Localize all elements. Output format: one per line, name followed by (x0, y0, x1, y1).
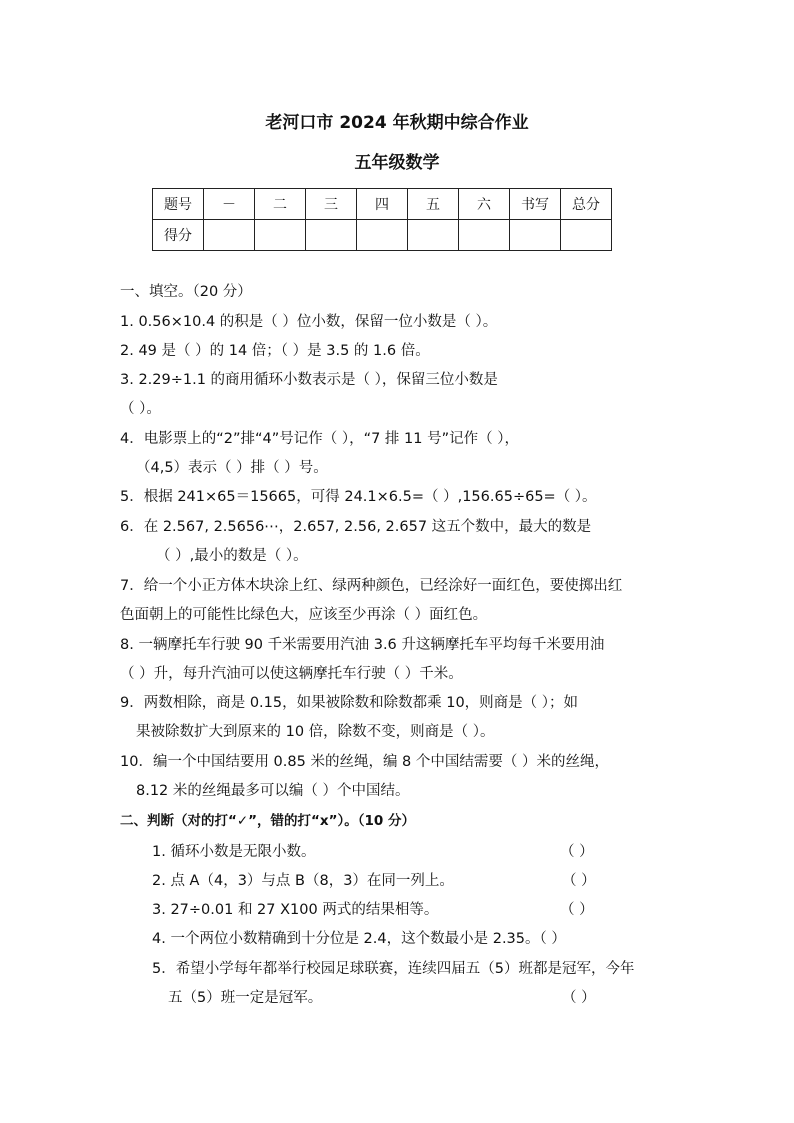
score-table-cell: 五 (408, 189, 459, 220)
score-table-cell: 二 (255, 189, 306, 220)
question-line: 8. 一辆摩托车行驶 90 千米需要用汽油 3.6 升这辆摩托车平均每千米要用油 (120, 637, 605, 653)
page-title: 老河口市 2024 年秋期中综合作业 (265, 113, 529, 133)
section-heading: 二、判断（对的打“✓”，错的打“x”）。（10 分） (120, 813, 415, 829)
question-line: （4,5）表示（ ）排（ ）号。 (136, 460, 328, 476)
score-table-header-row (153, 189, 612, 220)
score-table-cell: 总分 (561, 189, 612, 220)
score-table-empty-cell (204, 220, 255, 251)
question-line: 果被除数扩大到原来的 10 倍，除数不变，则商是（ ）。 (136, 724, 495, 740)
question-line: （ ）升，每升汽油可以使这辆摩托车行驶（ ）千米。 (120, 666, 463, 682)
question-line: 7．给一个小正方体木块涂上红、绿两种颜色，已经涂好一面红色，要使掷出红 (120, 578, 623, 594)
question-line: 色面朝上的可能性比绿色大，应该至少再涂（ ）面红色。 (120, 607, 488, 623)
answer-blank: （ ） (562, 990, 596, 1006)
score-table-empty-cell (459, 220, 510, 251)
score-table-cell: 书写 (510, 189, 561, 220)
question-line: （ ）,最小的数是（ ）。 (156, 548, 308, 564)
score-table-cell: 得分 (153, 220, 204, 251)
judgement-item-text: 4. 一个两位小数精确到十分位是 2.4，这个数最小是 2.35。（ ） (152, 931, 566, 947)
score-table-empty-cell (561, 220, 612, 251)
question-line: 10．编一个中国结要用 0.85 米的丝绳，编 8 个中国结需要（ ）米的丝绳， (120, 754, 610, 770)
answer-blank: （ ） (560, 844, 594, 860)
question-line: 1. 0.56×10.4 的积是（ ）位小数，保留一位小数是（ ）。 (120, 314, 498, 330)
question-line: 9．两数相除，商是 0.15，如果被除数和除数都乘 10，则商是（ ）；如 (120, 695, 579, 711)
question-line: 2. 49 是（ ）的 14 倍；（ ）是 3.5 的 1.6 倍。 (120, 343, 430, 359)
score-table-empty-cell (306, 220, 357, 251)
judgement-item-text: 五（5）班一定是冠军。 (168, 990, 323, 1006)
score-table (152, 188, 612, 251)
page-subtitle: 五年级数学 (354, 153, 440, 173)
answer-blank: （ ） (560, 902, 594, 918)
score-table-empty-cell (510, 220, 561, 251)
score-table-cell: 四 (357, 189, 408, 220)
question-line: 3. 2.29÷1.1 的商用循环小数表示是（ ），保留三位小数是 (120, 372, 498, 388)
score-table-empty-cell (408, 220, 459, 251)
score-table-cell: 题号 (153, 189, 204, 220)
score-table-empty-cell (357, 220, 408, 251)
answer-blank: （ ） (562, 873, 596, 889)
judgement-item-text: 2. 点 A（4，3）与点 B（8，3）在同一列上。 (152, 873, 454, 889)
section-heading: 一、填空。（20 分） (120, 284, 252, 300)
judgement-item-text: 5．希望小学每年都举行校园足球联赛，连续四届五（5）班都是冠军，今年 (152, 961, 635, 977)
score-table-empty-cell (255, 220, 306, 251)
question-line: 8.12 米的丝绳最多可以编（ ）个中国结。 (136, 783, 410, 799)
judgement-item-text: 1. 循环小数是无限小数。 (152, 844, 316, 860)
score-table-cell: 六 (459, 189, 510, 220)
score-table-score-row (153, 220, 612, 251)
question-line: 4．电影票上的“2”排“4”号记作（ ），“7 排 11 号”记作（ ）， (120, 431, 519, 447)
question-line: 6．在 2.567, 2.5656⋯，2.657, 2.56, 2.657 这五个数中，最大的数是 (120, 519, 592, 535)
question-line: （ ）。 (120, 401, 161, 417)
score-table-cell: － (204, 189, 255, 220)
question-line: 5．根据 241×65＝15665，可得 24.1×6.5=（ ）,156.65÷65=（ ）。 (120, 489, 597, 505)
judgement-item-text: 3. 27÷0.01 和 27 X100 两式的结果相等。 (152, 902, 439, 918)
score-table-cell: 三 (306, 189, 357, 220)
